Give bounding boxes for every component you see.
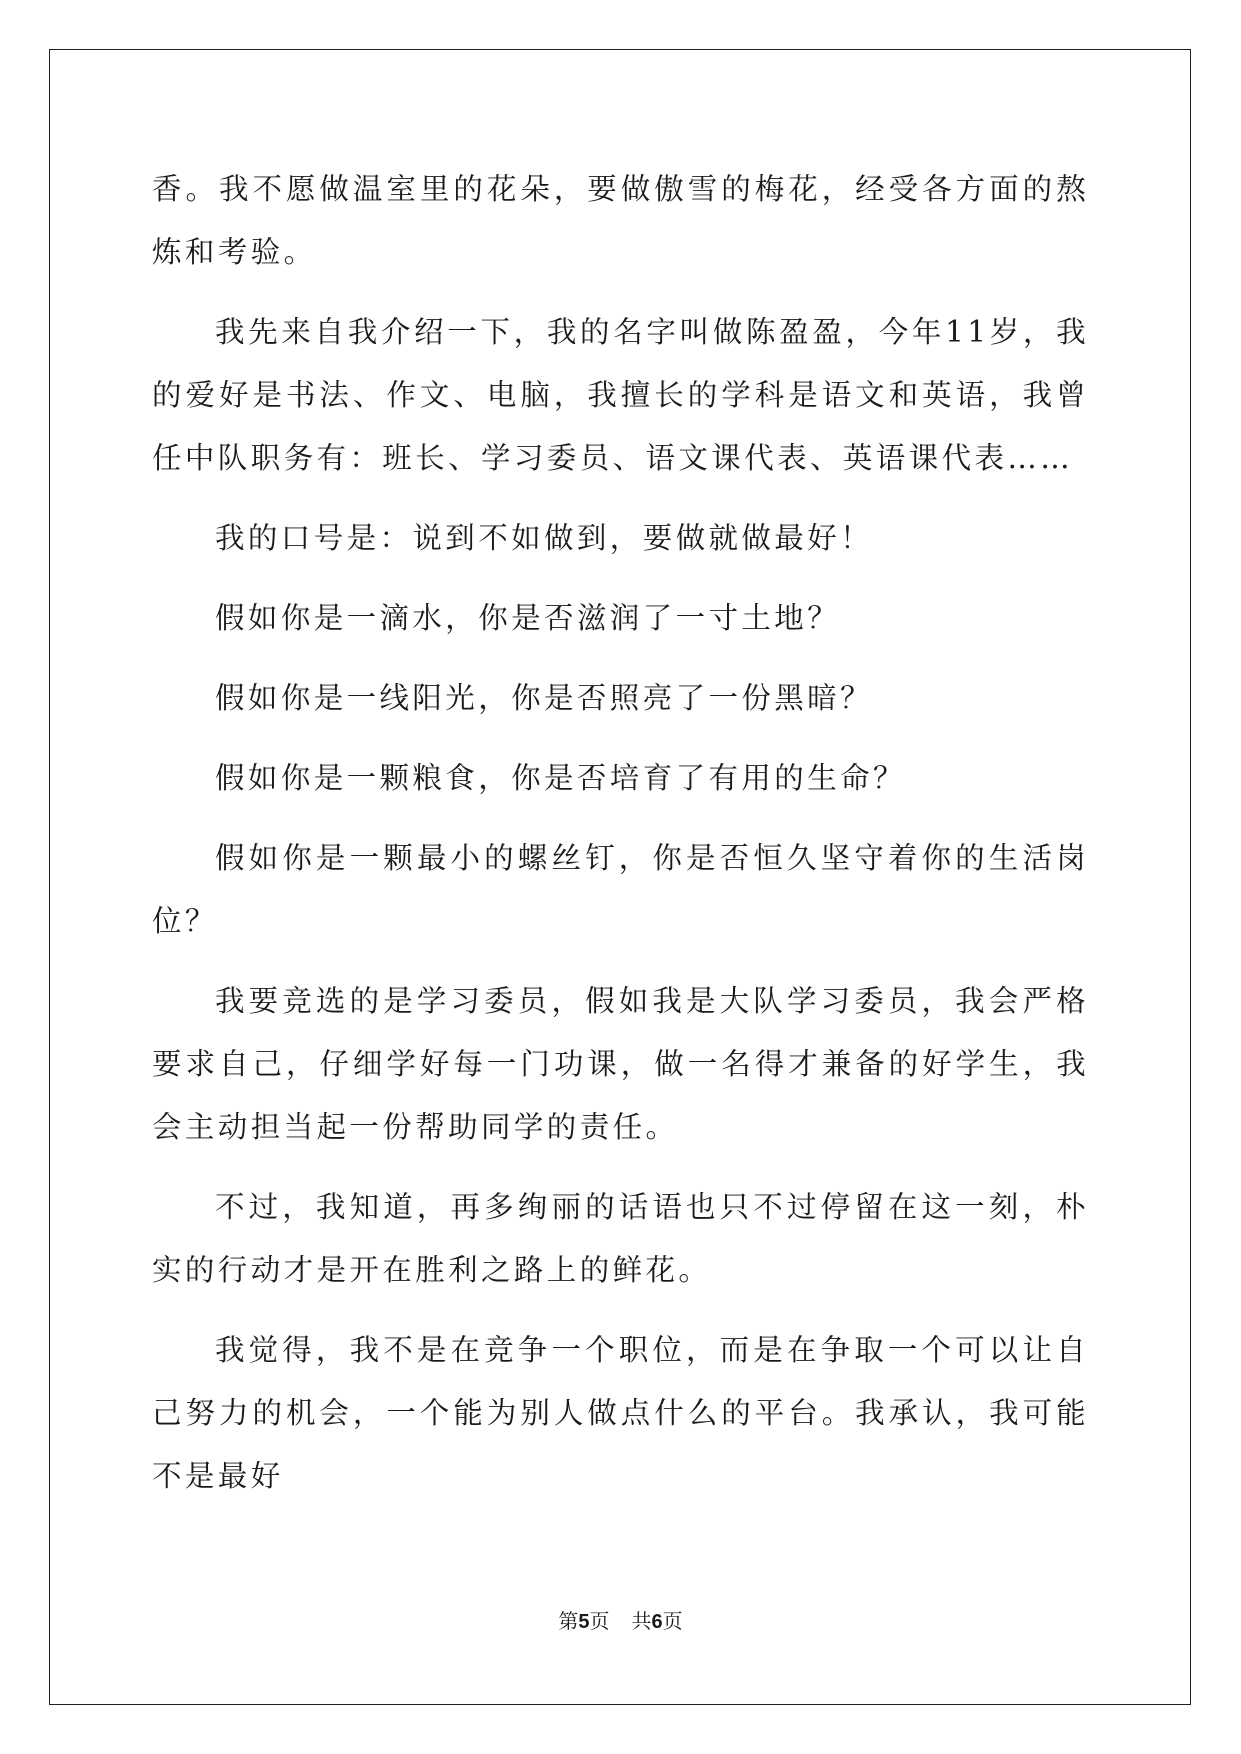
document-body xyxy=(152,158,1089,1525)
paragraph: 假如你是一线阳光，你是否照亮了一份黑暗？ xyxy=(215,681,874,715)
footer-prefix: 第 xyxy=(558,1611,579,1633)
footer-total-suffix: 页 xyxy=(662,1611,683,1633)
footer-total-prefix: 共 xyxy=(631,1611,652,1633)
paragraph: 我觉得，我不是在竞争一个职位，而是在争取一个可以让自己努力的机会，一个能为别人做点什么的平台。我承认，我可能不是最好 xyxy=(152,1333,1089,1493)
paragraph: 不过，我知道，再多绚丽的话语也只不过停留在这一刻，朴实的行动才是开在胜利之路上的鲜花。 xyxy=(152,1190,1089,1287)
paragraph: 香。我不愿做温室里的花朵，要做傲雪的梅花，经受各方面的熬炼和考验。 xyxy=(152,172,1089,269)
page-footer xyxy=(0,1610,1241,1634)
paragraph: 我先来自我介绍一下，我的名字叫做陈盈盈，今年11岁，我的爱好是书法、作文、电脑，我擅长的学科是语文和英语，我曾任中队职务有：班长、学习委员、语文课代表、英语课代表…… xyxy=(152,315,1089,475)
paragraph: 我要竞选的是学习委员，假如我是大队学习委员，我会严格要求自己，仔细学好每一门功课，做一名得才兼备的好学生，我会主动担当起一份帮助同学的责任。 xyxy=(152,984,1089,1144)
footer-page-suffix: 页 xyxy=(589,1611,610,1633)
total-pages-number: 6 xyxy=(651,1611,663,1633)
paragraph: 我的口号是：说到不如做到，要做就做最好！ xyxy=(215,521,874,555)
paragraph: 假如你是一颗最小的螺丝钉，你是否恒久坚守着你的生活岗位？ xyxy=(152,841,1089,938)
current-page-number: 5 xyxy=(578,1611,590,1633)
paragraph: 假如你是一滴水，你是否滋润了一寸土地？ xyxy=(215,601,841,635)
paragraph: 假如你是一颗粮食，你是否培育了有用的生命？ xyxy=(215,761,906,795)
